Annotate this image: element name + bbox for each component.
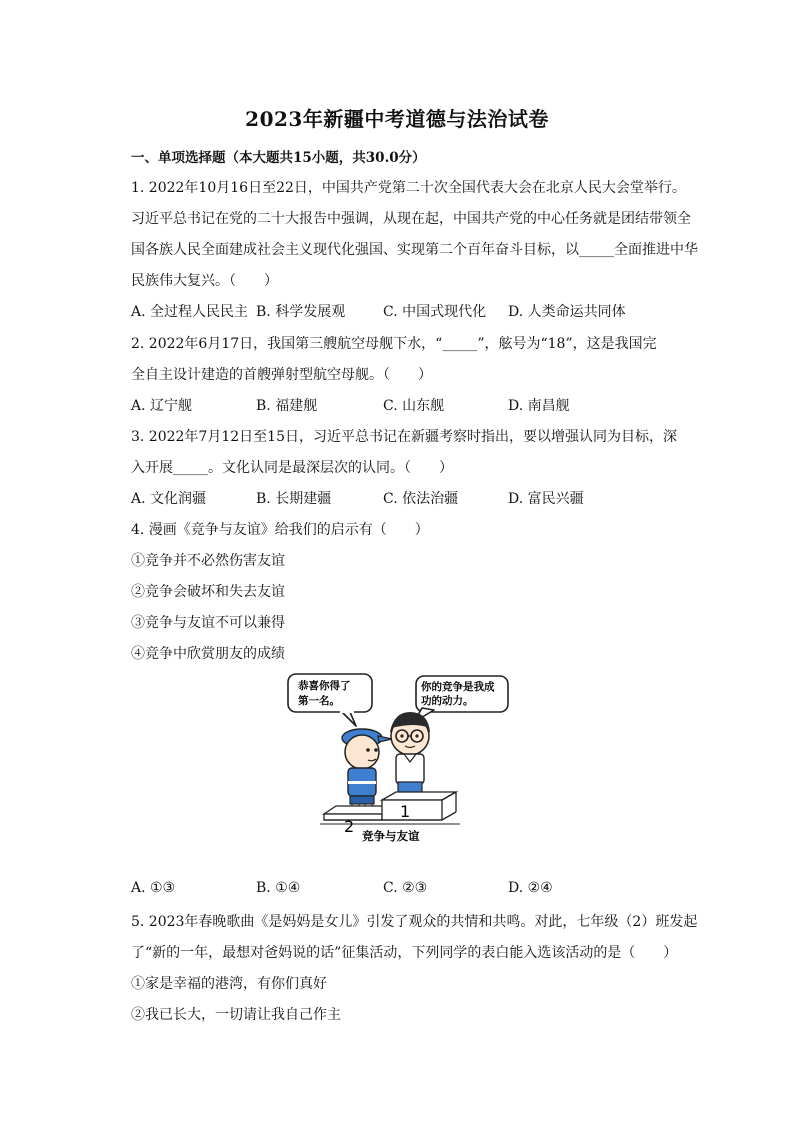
q3-option-c: C. 依法治疆: [383, 491, 459, 507]
q1-option-c: C. 中国式现代化: [383, 304, 487, 320]
left-bubble-line-1: 恭喜你得了: [298, 680, 351, 692]
section-heading: 一、单项选择题（本大题共15小题，共30.0分）: [131, 150, 426, 166]
q4-option-d: D. ②④: [508, 880, 553, 896]
q1-line-4: 民族伟大复兴。（ ）: [131, 273, 278, 289]
page-title: 2023年新疆中考道德与法治试卷: [245, 107, 549, 131]
q1-option-a: A. 全过程人民民主: [131, 304, 249, 320]
q4-option-c: C. ②③: [383, 880, 428, 896]
q5-statement-1: ①家是幸福的港湾，有你们真好: [131, 976, 327, 992]
q3-line-2: 入开展_____。文化认同是最深层次的认同。（ ）: [131, 460, 453, 476]
left-bubble-line-2: 第一名。: [298, 695, 340, 707]
q4-line-1: 4. 漫画《竞争与友谊》给我们的启示有（ ）: [131, 522, 429, 538]
right-bubble-line-1: 你的竞争是我成: [421, 681, 495, 693]
q2-option-b: B. 福建舰: [256, 398, 318, 414]
right-bubble-line-2: 功的动力。: [421, 695, 474, 707]
q4-option-b: B. ①④: [256, 880, 301, 896]
q2-line-1: 2. 2022年6月17日，我国第三艘航空母舰下水，“_____”，舷号为“18”，这是我国完: [131, 336, 657, 352]
q3-line-1: 3. 2022年7月12日至15日，习近平总书记在新疆考察时指出，要以增强认同为目标，深: [131, 429, 677, 445]
q1-option-d: D. 人类命运共同体: [508, 304, 626, 320]
q4-statement-4: ④竞争中欣赏朋友的成绩: [131, 646, 285, 662]
q1-line-2: 习近平总书记在党的二十大报告中强调，从现在起，中国共产党的中心任务就是团结带领全: [131, 211, 691, 227]
q2-option-a: A. 辽宁舰: [131, 398, 193, 414]
q2-line-2: 全自主设计建造的首艘弹射型航空母舰。（ ）: [131, 367, 432, 383]
comic-competition-and-friendship: [284, 672, 516, 842]
q5-statement-2: ②我已长大，一切请让我自己作主: [131, 1007, 341, 1023]
q5-line-1: 5. 2023年春晚歌曲《是妈妈是女儿》引发了观众的共情和共鸣。对此，七年级（2）班发起: [131, 914, 698, 930]
q2-option-c: C. 山东舰: [383, 398, 445, 414]
q3-option-b: B. 长期建疆: [256, 491, 332, 507]
comic-caption: 竞争与友谊: [362, 829, 420, 842]
q5-line-2: 了“新的一年，最想对爸妈说的话”征集活动，下列同学的表白能入选该活动的是（ ）: [131, 945, 678, 961]
q3-option-d: D. 富民兴疆: [508, 491, 584, 507]
q1-line-1: 1. 2022年10月16日至22日，中国共产党第二十次全国代表大会在北京人民大会堂举行。: [131, 180, 686, 196]
podium-second-place: 2: [344, 817, 355, 836]
q4-statement-1: ①竞争并不必然伤害友谊: [131, 553, 285, 569]
q1-option-b: B. 科学发展观: [256, 304, 346, 320]
podium-first-place: 1: [400, 802, 411, 821]
q2-option-d: D. 南昌舰: [508, 398, 570, 414]
q3-option-a: A. 文化润疆: [131, 491, 207, 507]
q4-statement-3: ③竞争与友谊不可以兼得: [131, 615, 285, 631]
q4-statement-2: ②竞争会破坏和失去友谊: [131, 584, 285, 600]
q1-line-3: 国各族人民全面建成社会主义现代化强国、实现第二个百年奋斗目标，以_____全面推进中华: [131, 242, 698, 258]
q4-option-a: A. ①③: [131, 880, 176, 896]
